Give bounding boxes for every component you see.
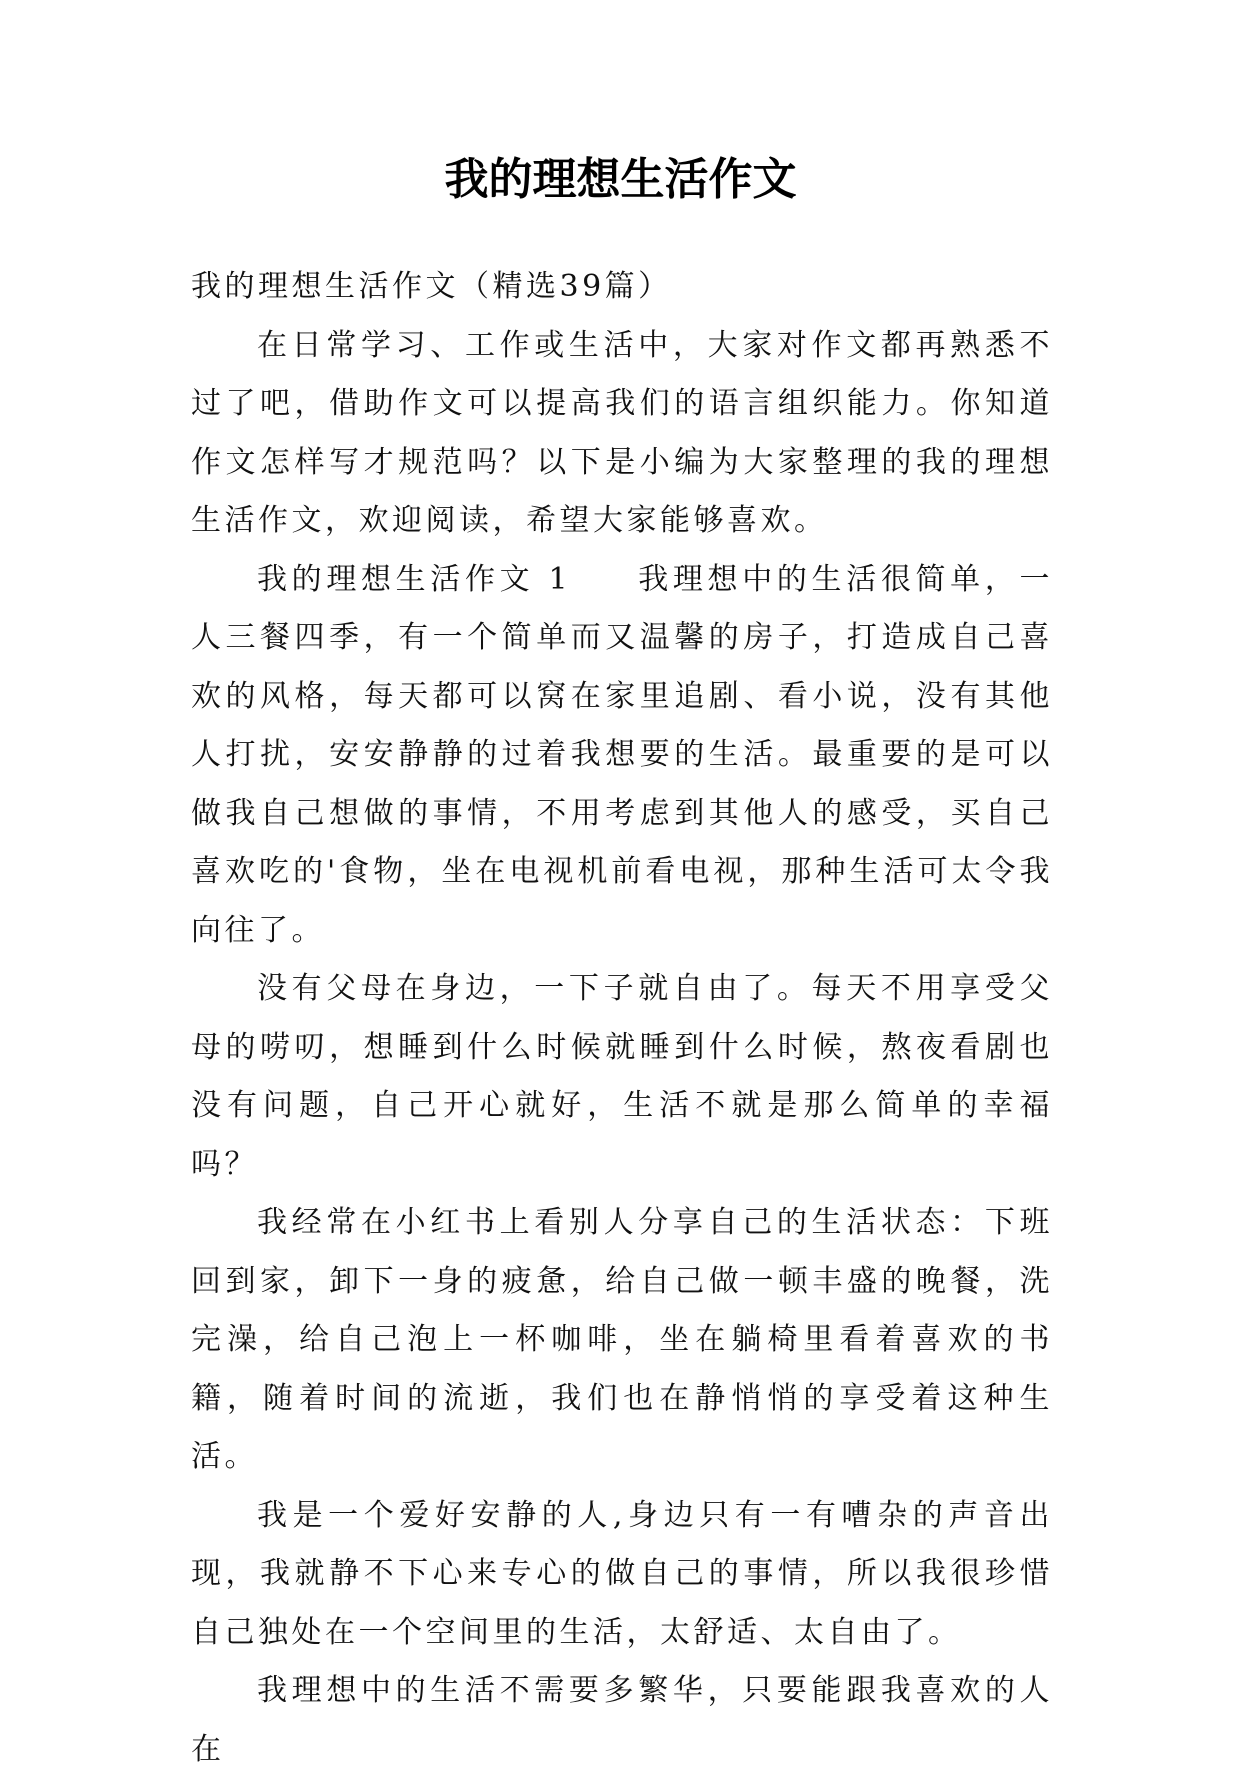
section1-heading: 我的理想生活作文 1 (257, 561, 572, 597)
document-title: 我的理想生活作文 (444, 154, 797, 205)
section1-text: 我理想中的生活很简单，一人三餐四季，有一个简单而又温馨的房子，打造成自己喜欢的风格，每天都可以窝在家里追剧、看小说，没有其他人打扰，安安静静的过着我想要的生活。最重要的是可以做我自己想做的事情，不用考虑到其他人的感受，买自己喜欢吃的'食物，坐在电视机前看电视，那种生活可太令我向往了。 (191, 561, 1054, 948)
document-body (191, 258, 1053, 1779)
paragraph: 我理想中的生活不需要多繁华，只要能跟我喜欢的人在 (191, 1673, 1053, 1767)
intro-paragraph: 在日常学习、工作或生活中，大家对作文都再熟悉不过了吧，借助作文可以提高我们的语言组织能力。你知道作文怎样写才规范吗？以下是小编为大家整理的我的理想生活作文，欢迎阅读，希望大家能够喜欢。 (191, 327, 1053, 538)
paragraph: 我经常在小红书上看别人分享自己的生活状态：下班回到家，卸下一身的疲惫，给自己做一顿丰盛的晚餐，洗完澡，给自己泡上一杯咖啡，坐在躺椅里看着喜欢的书籍，随着时间的流逝，我们也在静悄悄的享受着这种生活。 (191, 1205, 1053, 1474)
paragraph: 没有父母在身边，一下子就自由了。每天不用享受父母的唠叨，想睡到什么时候就睡到什么时候，熬夜看剧也没有问题，自己开心就好，生活不就是那么简单的幸福吗？ (191, 971, 1053, 1182)
paragraph: 我是一个爱好安静的人,身边只有一有嘈杂的声音出现，我就静不下心来专心的做自己的事情，所以我很珍惜自己独处在一个空间里的生活，太舒适、太自由了。 (191, 1497, 1053, 1650)
document-subtitle: 我的理想生活作文（精选39篇） (191, 269, 672, 304)
section1-paragraph (191, 551, 1053, 961)
